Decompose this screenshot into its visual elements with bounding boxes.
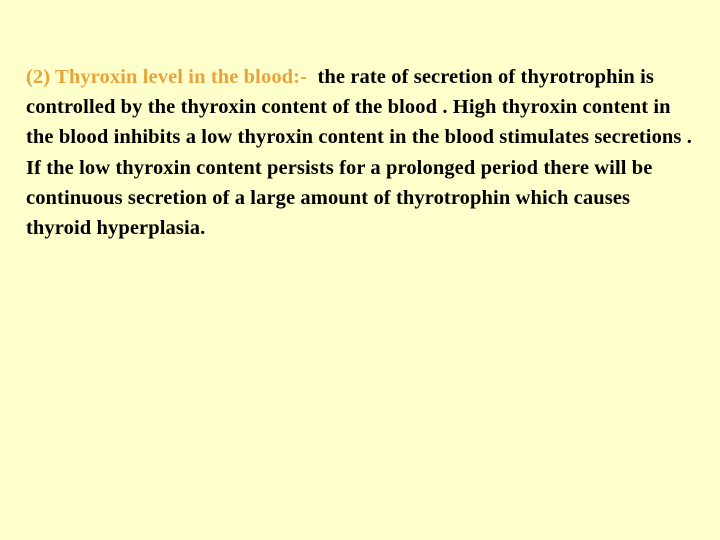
body-text: the rate of secretion of thyrotrophin is controlled by the thyroxin content of the blood . High thyroxin content in the blood inhibits a low thyroxin content in the blood stimulates secretions . If the low thyroxin content persists for a prolonged period there will be continuous secretion of a large amount of thyrotrophin which causes thyroid hyperplasia. xyxy=(26,66,692,240)
section-heading: (2) Thyroxin level in the blood:- xyxy=(26,66,308,88)
content-paragraph xyxy=(26,62,696,243)
